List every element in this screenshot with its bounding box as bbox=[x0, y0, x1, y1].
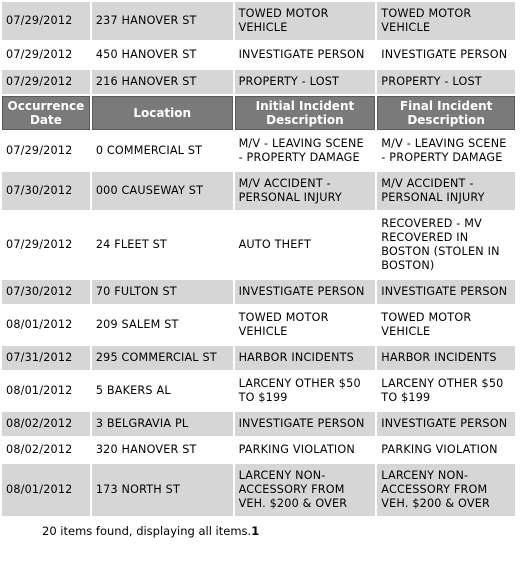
cell-initial-description: M/V ACCIDENT - PERSONAL INJURY bbox=[235, 172, 376, 210]
cell-location: 000 CAUSEWAY ST bbox=[92, 172, 233, 210]
cell-location: 24 FLEET ST bbox=[92, 212, 233, 278]
cell-final-description: LARCENY OTHER $50 TO $199 bbox=[377, 372, 515, 410]
header-final-description[interactable]: Final Incident Description bbox=[377, 96, 515, 130]
cell-initial-description: AUTO THEFT bbox=[235, 212, 376, 278]
cell-final-description: HARBOR INCIDENTS bbox=[377, 346, 515, 370]
cell-date: 07/29/2012 bbox=[2, 132, 90, 170]
cell-date: 07/30/2012 bbox=[2, 172, 90, 210]
cell-location: 209 SALEM ST bbox=[92, 306, 233, 344]
table-row bbox=[2, 412, 515, 436]
header-location[interactable]: Location bbox=[92, 96, 233, 130]
cell-initial-description: INVESTIGATE PERSON bbox=[235, 280, 376, 304]
table-row bbox=[2, 280, 515, 304]
cell-final-description: RECOVERED - MV RECOVERED IN BOSTON (STOLEN IN BOSTON) bbox=[377, 212, 515, 278]
cell-date: 07/30/2012 bbox=[2, 280, 90, 304]
cell-initial-description: PARKING VIOLATION bbox=[235, 438, 376, 462]
cell-final-description: TOWED MOTOR VEHICLE bbox=[377, 306, 515, 344]
table-body-top bbox=[2, 2, 515, 94]
table-row bbox=[2, 2, 515, 40]
table-row bbox=[2, 172, 515, 210]
cell-initial-description: LARCENY OTHER $50 TO $199 bbox=[235, 372, 376, 410]
items-found-text: 20 items found, displaying all items. bbox=[42, 524, 252, 538]
cell-location: 295 COMMERCIAL ST bbox=[92, 346, 233, 370]
header-initial-description[interactable]: Initial Incident Description bbox=[235, 96, 376, 130]
table-row bbox=[2, 346, 515, 370]
cell-initial-description: HARBOR INCIDENTS bbox=[235, 346, 376, 370]
header-occurrence-date[interactable]: Occurrence Date bbox=[2, 96, 90, 130]
cell-location: 320 HANOVER ST bbox=[92, 438, 233, 462]
cell-initial-description: INVESTIGATE PERSON bbox=[235, 42, 376, 68]
cell-initial-description: LARCENY NON-ACCESSORY FROM VEH. $200 & OVER bbox=[235, 464, 376, 516]
cell-final-description: TOWED MOTOR VEHICLE bbox=[377, 2, 515, 40]
cell-location: 450 HANOVER ST bbox=[92, 42, 233, 68]
table-row bbox=[2, 372, 515, 410]
table-row bbox=[2, 70, 515, 94]
cell-location: 0 COMMERCIAL ST bbox=[92, 132, 233, 170]
cell-final-description: INVESTIGATE PERSON bbox=[377, 42, 515, 68]
cell-initial-description: PROPERTY - LOST bbox=[235, 70, 376, 94]
cell-location: 5 BAKERS AL bbox=[92, 372, 233, 410]
pagination-footer bbox=[0, 518, 521, 538]
table-row bbox=[2, 464, 515, 516]
cell-final-description: M/V - LEAVING SCENE - PROPERTY DAMAGE bbox=[377, 132, 515, 170]
cell-final-description: INVESTIGATE PERSON bbox=[377, 412, 515, 436]
cell-date: 07/29/2012 bbox=[2, 42, 90, 68]
table-row bbox=[2, 306, 515, 344]
table-row bbox=[2, 132, 515, 170]
cell-initial-description: M/V - LEAVING SCENE - PROPERTY DAMAGE bbox=[235, 132, 376, 170]
page-number-link[interactable]: 1 bbox=[251, 524, 260, 538]
cell-location: 173 NORTH ST bbox=[92, 464, 233, 516]
cell-date: 08/02/2012 bbox=[2, 438, 90, 462]
cell-date: 07/29/2012 bbox=[2, 2, 90, 40]
cell-location: 237 HANOVER ST bbox=[92, 2, 233, 40]
cell-location: 70 FULTON ST bbox=[92, 280, 233, 304]
cell-date: 07/29/2012 bbox=[2, 212, 90, 278]
cell-final-description: M/V ACCIDENT - PERSONAL INJURY bbox=[377, 172, 515, 210]
cell-final-description: PROPERTY - LOST bbox=[377, 70, 515, 94]
cell-final-description: LARCENY NON-ACCESSORY FROM VEH. $200 & OVER bbox=[377, 464, 515, 516]
cell-date: 07/31/2012 bbox=[2, 346, 90, 370]
cell-final-description: INVESTIGATE PERSON bbox=[377, 280, 515, 304]
table-row bbox=[2, 212, 515, 278]
header-row bbox=[2, 96, 515, 130]
cell-final-description: PARKING VIOLATION bbox=[377, 438, 515, 462]
cell-location: 3 BELGRAVIA PL bbox=[92, 412, 233, 436]
cell-initial-description: TOWED MOTOR VEHICLE bbox=[235, 2, 376, 40]
table-header-group bbox=[2, 96, 515, 130]
cell-initial-description: TOWED MOTOR VEHICLE bbox=[235, 306, 376, 344]
table-row bbox=[2, 42, 515, 68]
cell-date: 08/02/2012 bbox=[2, 412, 90, 436]
table-body-main bbox=[2, 132, 515, 516]
cell-date: 08/01/2012 bbox=[2, 372, 90, 410]
cell-location: 216 HANOVER ST bbox=[92, 70, 233, 94]
cell-date: 07/29/2012 bbox=[2, 70, 90, 94]
cell-initial-description: INVESTIGATE PERSON bbox=[235, 412, 376, 436]
cell-date: 08/01/2012 bbox=[2, 464, 90, 516]
table-row bbox=[2, 438, 515, 462]
cell-date: 08/01/2012 bbox=[2, 306, 90, 344]
